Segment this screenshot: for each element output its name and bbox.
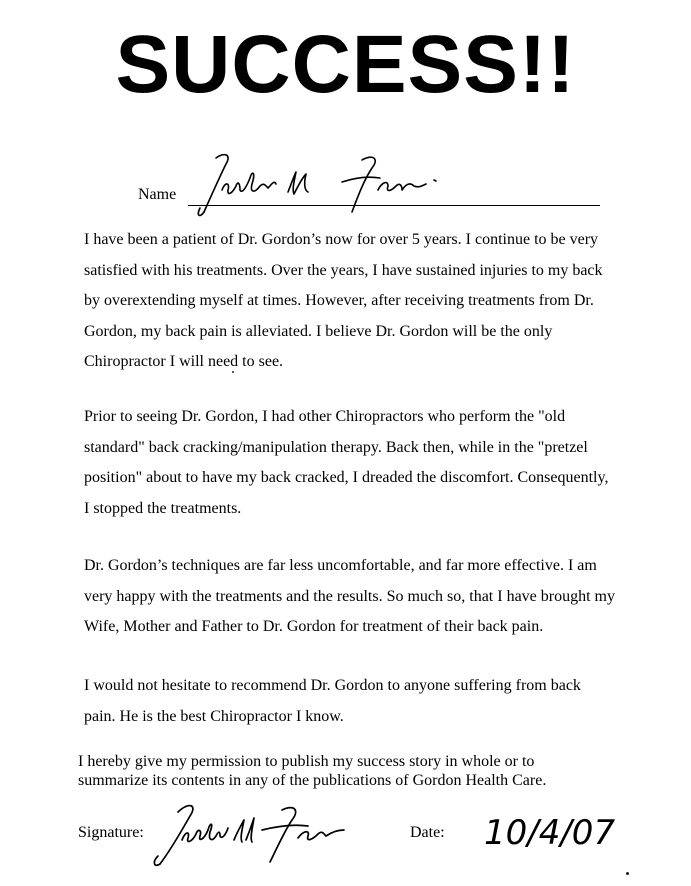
text-line: standard" back cracking/manipulation therapy. Back then, while in the "pretzel (84, 438, 588, 456)
signature-row (78, 800, 678, 880)
text-line: satisfied with his treatments. Over the years, I have sustained injuries to my back (84, 261, 603, 279)
text-line: I have been a patient of Dr. Gordon’s now for over 5 years. I continue to be very (84, 231, 599, 248)
text-line: Chiropractor I will need to see. (84, 353, 284, 370)
scan-speck (626, 872, 629, 875)
text-line: I hereby give my permission to publish my success story in whole or to (78, 753, 535, 770)
scan-speck (232, 371, 234, 373)
text-line: position" about to have my back cracked, I dreaded the discomfort. Consequently, (84, 469, 609, 486)
date-value: 10/4/07 (484, 813, 616, 853)
text-line: Dr. Gordon’s techniques are far less uncomfortable, and far more effective. I am (84, 557, 597, 574)
paragraph-techniques (84, 551, 674, 643)
text-line: Prior to seeing Dr. Gordon, I had other Chiropractors who perform the "old (84, 408, 566, 425)
paragraph-experience (84, 225, 674, 378)
text-line: summarize its contents in any of the publications of Gordon Health Care. (78, 772, 547, 789)
handwritten-date (474, 806, 624, 862)
name-field (138, 150, 608, 210)
permission-statement (78, 752, 678, 790)
handwritten-name-signature (182, 150, 472, 222)
date-label: Date: (410, 824, 445, 841)
text-line: very happy with the treatments and the results. So much so, that I have brought my (84, 587, 615, 605)
page-title: SUCCESS!! (115, 19, 576, 110)
paragraph-recommendation (84, 671, 674, 732)
text-line: by overextending myself at times. However, after receiving treatments from Dr. (84, 292, 594, 309)
text-line: Wife, Mother and Father to Dr. Gordon for treatment of their back pain. (84, 618, 544, 635)
text-line: I would not hesitate to recommend Dr. Gordon to anyone suffering from back (84, 677, 581, 694)
text-line: I stopped the treatments. (84, 499, 242, 517)
text-line: pain. He is the best Chiropractor I know. (84, 707, 344, 725)
text-line: Gordon, my back pain is alleviated. I believe Dr. Gordon will be the only (84, 322, 553, 340)
name-label: Name (138, 186, 177, 203)
paragraph-prior-care (84, 402, 674, 524)
handwritten-signature (148, 800, 418, 870)
signature-label: Signature: (78, 824, 144, 841)
